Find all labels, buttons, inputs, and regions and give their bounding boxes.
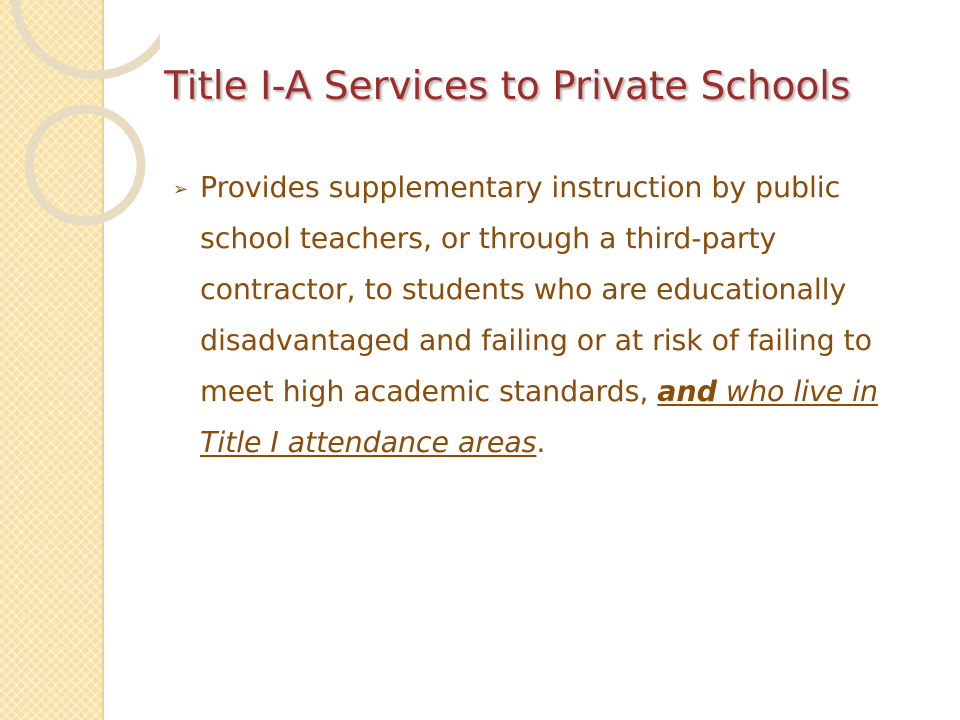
bullet-main-text: Provides supplementary instruction by public school teachers, or through a third-party contractor, to students who are educationally disadvantaged and failing or at risk of failing to meet high academic standards,	[200, 171, 872, 408]
decorative-circles	[0, 0, 160, 260]
bullet-emphasis-bold: and	[657, 375, 717, 408]
bullet-arrow-icon: ➢	[173, 179, 189, 200]
slide-title: Title I-A Services to Private Schools	[164, 64, 851, 109]
decorative-circle-small	[29, 109, 141, 221]
bullet-emphasis-rest: who live in Title I attendance areas	[200, 375, 878, 459]
bullet-ending: .	[536, 426, 546, 459]
decorative-circle-large	[15, 0, 160, 75]
bullet-text	[200, 162, 930, 468]
